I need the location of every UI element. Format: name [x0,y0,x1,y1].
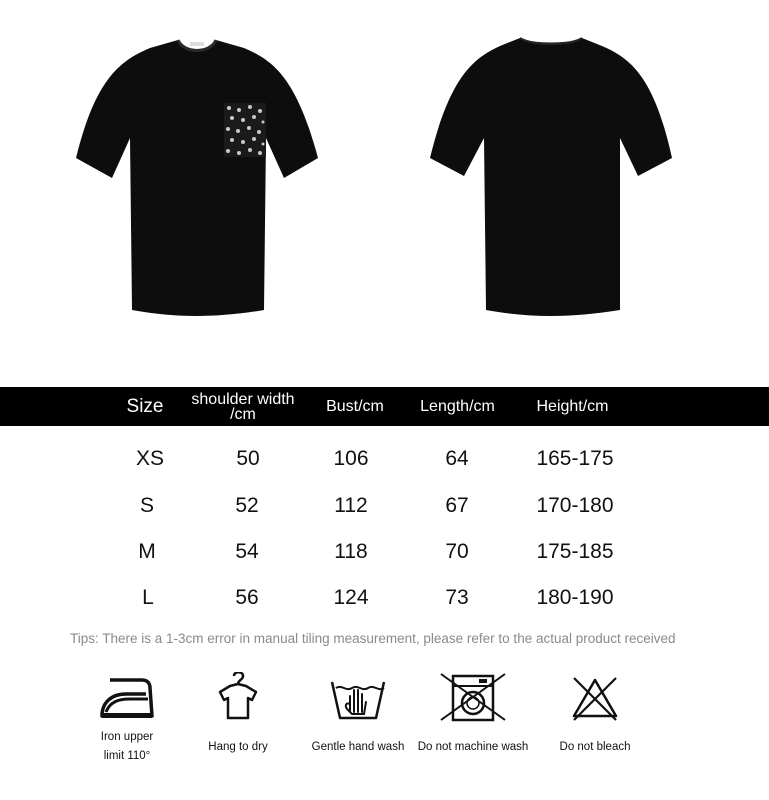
neck-label [190,42,204,46]
cell-bust: 124 [333,586,369,609]
cell-shoulder: 54 [235,540,259,563]
care-hang [178,672,298,753]
hang-dry-icon [216,672,260,722]
header-size: Size [126,396,164,417]
header-height: Height/cm [536,398,609,415]
table-row [0,491,769,521]
tshirt-front-image [66,28,328,320]
hand-wash-icon [328,672,388,722]
cell-height: 175-185 [536,540,614,563]
cell-height: 170-180 [536,494,614,517]
tshirt-back-image [420,28,682,320]
iron-label-line2: limit 110° [103,750,151,762]
care-hand-wash [298,672,418,753]
hang-label: Hang to dry [208,741,268,753]
table-row [0,583,769,613]
cell-length: 67 [445,494,469,517]
size-table-header [0,387,769,426]
cell-size: XS [135,447,164,470]
cell-length: 64 [445,447,469,470]
cell-height: 180-190 [536,586,614,609]
no-bleach-label: Do not bleach [559,741,631,753]
cell-bust: 106 [333,447,369,470]
no-bleach-icon [570,672,620,722]
table-row [0,537,769,567]
header-length: Length/cm [420,398,495,415]
care-no-bleach [535,672,655,753]
cell-shoulder: 52 [235,494,259,517]
care-no-machine-wash [413,672,533,753]
hand-wash-label: Gentle hand wash [311,741,405,753]
cell-length: 73 [445,586,469,609]
iron-label-line1: Iron upper [100,731,154,743]
iron-label [67,728,187,766]
cell-size: M [138,540,156,563]
no-machine-wash-icon [439,672,507,722]
cell-shoulder: 50 [236,447,260,470]
header-shoulder-line2: /cm [230,405,256,423]
header-shoulder-line1: shoulder width [191,390,295,408]
table-row [0,444,769,474]
no-machine-wash-label: Do not machine wash [417,741,529,753]
header-shoulder [178,387,308,426]
cell-size: L [142,586,154,609]
cell-length: 70 [445,540,469,563]
iron-icon [96,672,158,722]
patterned-pocket [224,103,266,157]
header-bust: Bust/cm [326,398,384,415]
care-iron [67,672,187,762]
cell-size: S [139,494,154,517]
measurement-tips: Tips: There is a 1-3cm error in manual tiling measurement, please refer to the actual product received [70,631,676,646]
cell-bust: 112 [334,494,368,517]
cell-shoulder: 56 [235,586,259,609]
cell-height: 165-175 [536,447,614,470]
cell-bust: 118 [334,540,368,563]
